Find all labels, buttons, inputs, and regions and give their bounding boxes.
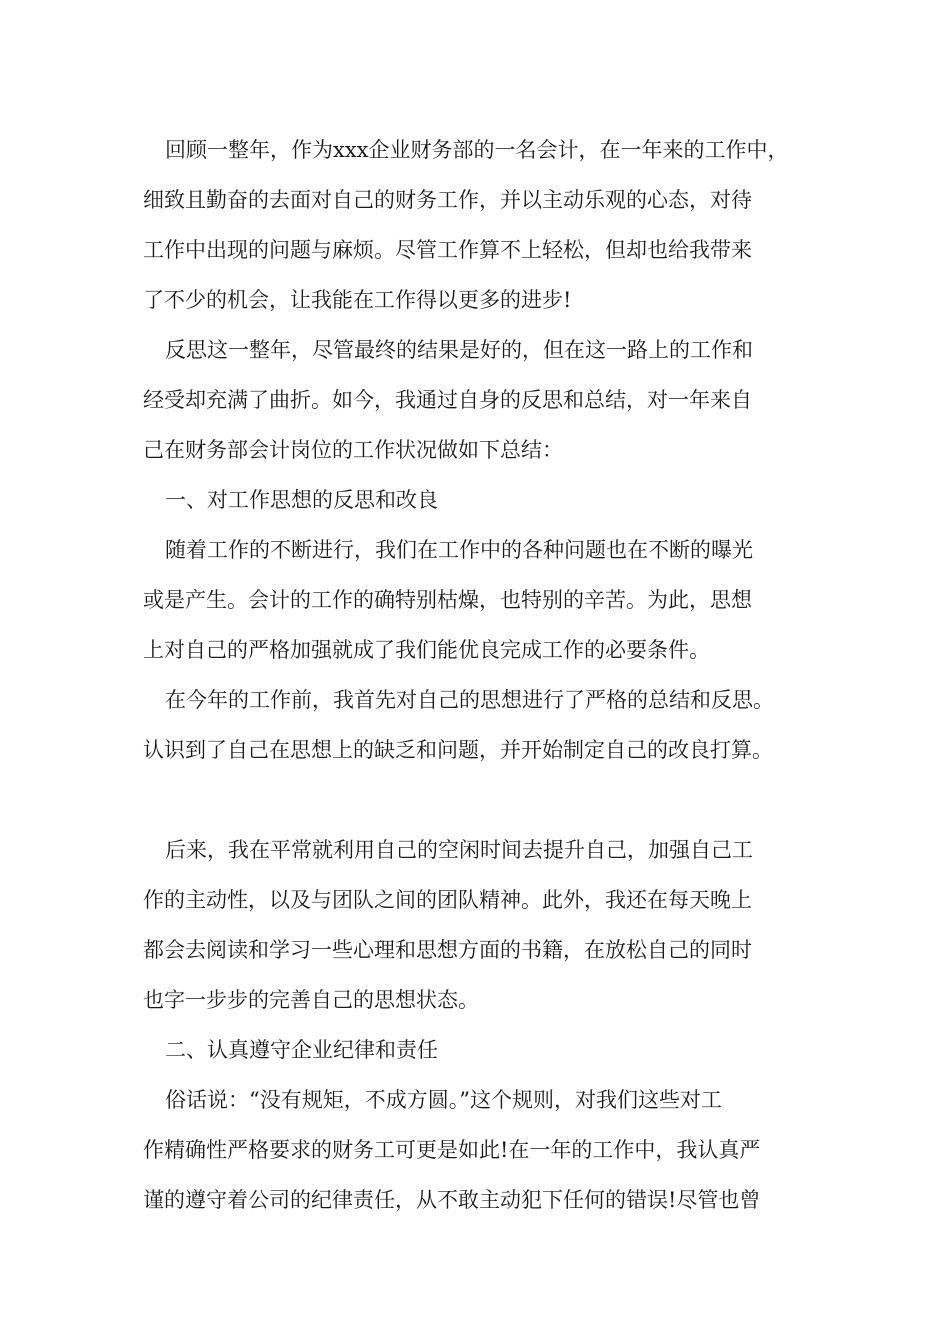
- paragraph-line: 上对自己的严格加强就成了我们能优良完成工作的必要条件。: [143, 638, 710, 662]
- paragraph-line: 都会去阅读和学习一些心理和思想方面的书籍，在放松自己的同时: [143, 938, 752, 962]
- paragraph-line: 回顾一整年，作为xxx企业财务部的一名会计，在一年来的工作中，: [165, 138, 789, 162]
- paragraph-line: 或是产生。会计的工作的确特别枯燥，也特别的辛苦。为此，思想: [143, 588, 752, 612]
- section-heading: 一、对工作思想的反思和改良: [165, 488, 438, 512]
- paragraph-line: 工作中出现的问题与麻烦。尽管工作算不上轻松，但却也给我带来: [143, 238, 752, 262]
- paragraph-line: 谨的遵守着公司的纪律责任，从不敢主动犯下任何的错误!尽管也曾: [143, 1188, 761, 1212]
- section-heading: 二、认真遵守企业纪律和责任: [165, 1038, 438, 1062]
- paragraph-line: 认识到了自己在思想上的缺乏和问题，并开始制定自己的改良打算。: [143, 738, 773, 762]
- paragraph-line: 己在财务部会计岗位的工作状况做如下总结：: [143, 438, 563, 462]
- paragraph-line: 后来，我在平常就利用自己的空闲时间去提升自己，加强自己工: [165, 838, 753, 862]
- paragraph-line: 反思这一整年，尽管最终的结果是好的，但在这一路上的工作和: [165, 338, 753, 362]
- paragraph-line: 经受却充满了曲折。如今，我通过自身的反思和总结，对一年来自: [143, 388, 752, 412]
- paragraph-line: 细致且勤奋的去面对自己的财务工作，并以主动乐观的心态，对待: [143, 188, 752, 212]
- paragraph-line: 了不少的机会，让我能在工作得以更多的进步!: [143, 288, 572, 312]
- paragraph-line: 俗话说：“没有规矩，不成方圆。”这个规则，对我们这些对工: [165, 1088, 722, 1112]
- paragraph-line: 作的主动性，以及与团队之间的团队精神。此外，我还在每天晚上: [143, 888, 752, 912]
- paragraph-line: 也字一步步的完善自己的思想状态。: [143, 988, 479, 1012]
- paragraph-line: 随着工作的不断进行，我们在工作中的各种问题也在不断的曝光: [165, 538, 753, 562]
- paragraph-line: 作精确性严格要求的财务工可更是如此!在一年的工作中，我认真严: [143, 1138, 761, 1162]
- paragraph-line: 在今年的工作前，我首先对自己的思想进行了严格的总结和反思。: [165, 688, 774, 712]
